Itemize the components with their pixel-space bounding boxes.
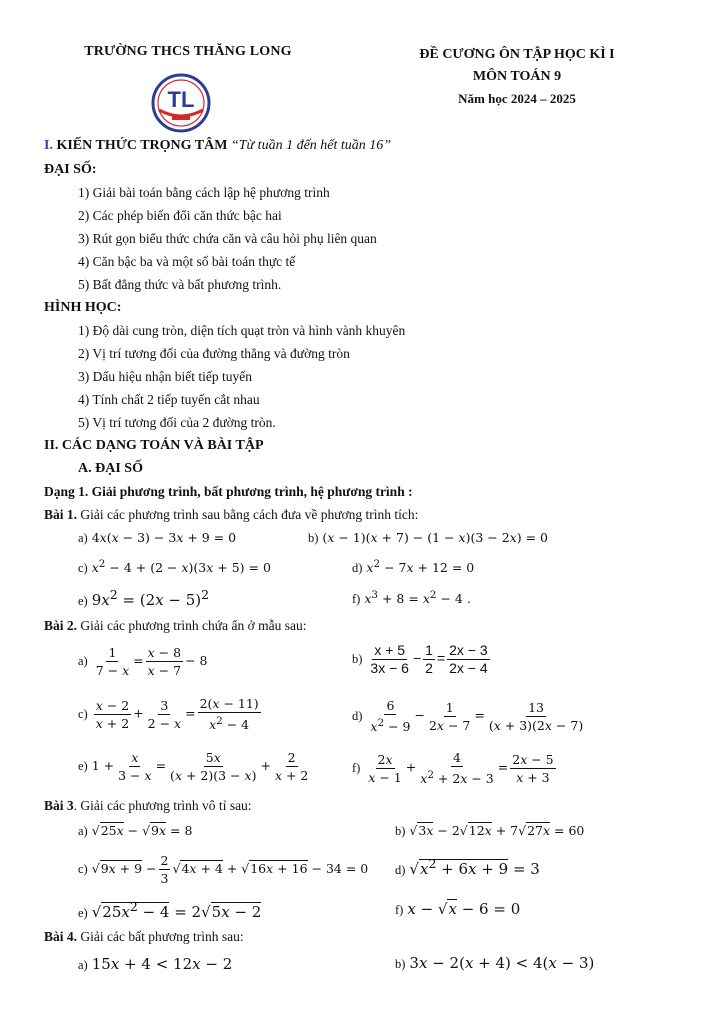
list-item: 1) Độ dài cung tròn, diện tích quạt tròn và hình vành khuyên [78, 323, 406, 338]
subject-title: MÔN TOÁN 9 [472, 69, 562, 84]
section-1-heading: I. KIẾN THỨC TRỌNG TÂM “Từ tuần 1 đến hết tuần 16” [44, 138, 392, 153]
equation-1f: f) $x^3 + 8 = x^2 - 4$ . [352, 589, 471, 607]
equation-2b: b) $\frac{x + 5}{3x - 6}$ − $\frac{1}{2}$ = $\frac{2x - 3}{2x - 4}$ [352, 642, 488, 676]
inequality-4a: a) 15x + 4 < 12x − 2 [78, 955, 233, 973]
exercise-4-prompt: Bài 4. Giải các bất phương trình sau: [44, 929, 244, 944]
school-name: TRƯỜNG THCS THĂNG LONG [84, 44, 292, 59]
equation-1e: e) $9x^2 = (2x - 5)^2$ [78, 587, 210, 609]
equation-3a: a) √25x − √9x = 8 [78, 823, 193, 838]
school-year: Năm học 2024 – 2025 [458, 91, 576, 106]
geometry-heading: HÌNH HỌC: [44, 300, 122, 315]
list-item: 2) Các phép biến đổi căn thức bậc hai [78, 208, 282, 223]
list-item: 1) Giải bài toán bằng cách lập hệ phương trình [78, 185, 330, 200]
equation-3f: f) x − √x − 6 = 0 [395, 900, 521, 918]
document-title: ĐỀ CƯƠNG ÔN TẬP HỌC KÌ I [419, 47, 615, 62]
equation-1c: c) $x^2 - 4 + (2 - x)(3x + 5) = 0$ [78, 558, 271, 576]
list-item: 3) Rút gọn biểu thức chứa căn và câu hỏi phụ liên quan [78, 231, 377, 246]
exercise-3-prompt: Bài 3. Giải các phương trình vô tỉ sau: [44, 798, 252, 813]
equation-2d: d) $\frac{6}{x^2 - 9}$ − $\frac{1}{2x - 7}$ = $\frac{13}{(x + 3)(2x - 7)}$ [352, 698, 584, 735]
exercise-1-prompt: Bài 1. Giải các phương trình sau bằng cách đưa về phương trình tích: [44, 507, 419, 522]
equation-3c: c) √9x + 9 − $\frac{2}{3}$ √4x + 4 + √16x + 16 − 34 = 0 [78, 853, 369, 886]
logo-text: TL [167, 87, 195, 112]
equation-2c: c) $\frac{x - 2}{x + 2}$ + $\frac{3}{2 - x}$ = $\frac{2(x - 11)}{x^2 - 4}$ [78, 696, 259, 733]
equation-3d: d) $√x^2 + 6x + 9 = 3$ [395, 856, 540, 878]
list-item: 5) Vị trí tương đối của 2 đường tròn. [78, 415, 276, 430]
equation-1d: d) $x^2 - 7x + 12 = 0$ [352, 558, 475, 576]
inequality-4b: b) 3x − 2(x + 4) < 4(x − 3) [395, 954, 595, 972]
equation-1a: a) 4x(x − 3) − 3x + 9 = 0 [78, 530, 237, 545]
equation-3e: e) $√25x^2 - 4 = 2√5x - 2$ [78, 899, 262, 921]
algebra-heading: ĐẠI SỐ: [44, 162, 97, 177]
equation-2e: e) 1 + $\frac{x}{3 - x}$ = $\frac{5x}{(x + 2)(3 - x)}$ + $\frac{2}{x + 2}$ [78, 750, 309, 783]
exercise-2-prompt: Bài 2. Giải các phương trình chứa ẩn ở mẫu sau: [44, 618, 307, 633]
dang-1-heading: Dạng 1. Giải phương trình, bất phương trình, hệ phương trình : [44, 484, 413, 499]
list-item: 3) Dấu hiệu nhận biết tiếp tuyến [78, 369, 252, 384]
equation-1b: b) (x − 1)(x + 7) − (1 − x)(3 − 2x) = 0 [308, 530, 548, 545]
section-2-heading: II. CÁC DẠNG TOÁN VÀ BÀI TẬP [44, 438, 264, 453]
list-item: 2) Vị trí tương đối của đường thẳng và đường tròn [78, 346, 350, 361]
list-item: 4) Tính chất 2 tiếp tuyến cắt nhau [78, 392, 260, 407]
equation-2a: a) $\frac{1}{7 - x}$ = $\frac{x - 8}{x - 7}$ − 8 [78, 645, 208, 678]
part-a-heading: A. ĐẠI SỐ [78, 461, 143, 476]
equation-3b: b) √3x − 2√12x + 7√27x = 60 [395, 823, 585, 838]
document-header [386, 44, 648, 110]
equation-2f: f) $\frac{2x}{x - 1}$ + $\frac{4}{x^2 + 2x - 3}$ = $\frac{2x - 5}{x + 3}$ [352, 750, 554, 787]
list-item: 5) Bất đẳng thức và bất phương trình. [78, 277, 282, 292]
list-item: 4) Căn bậc ba và một số bài toán thực tế [78, 254, 296, 269]
school-logo [150, 72, 212, 134]
